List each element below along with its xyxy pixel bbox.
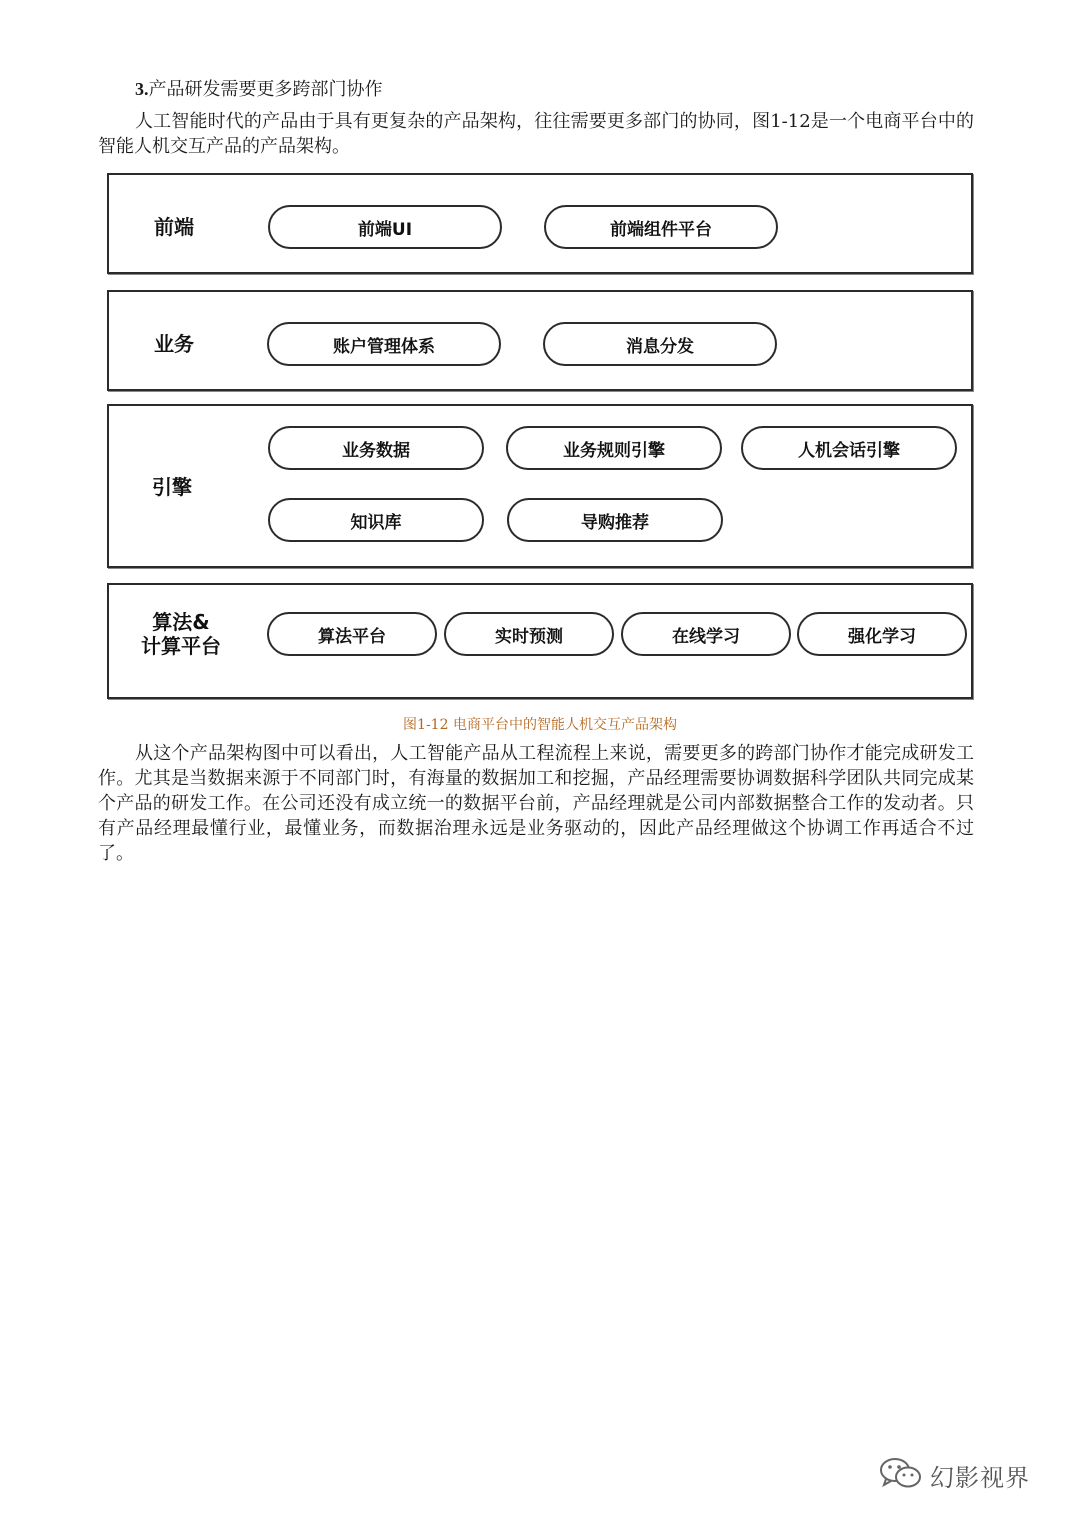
component-box: 知识库 xyxy=(268,498,484,542)
component-box: 强化学习 xyxy=(797,612,967,656)
layer-label: 引擎 xyxy=(152,475,192,499)
section-heading xyxy=(135,76,383,103)
watermark-text: 幻影视界 xyxy=(930,1463,1030,1492)
layer-label xyxy=(131,610,231,658)
layer-engine xyxy=(107,404,973,568)
component-box: 前端组件平台 xyxy=(544,205,778,249)
component-box: 实时预测 xyxy=(444,612,614,656)
layer-label: 业务 xyxy=(154,332,194,356)
layer-frontend xyxy=(107,173,973,274)
layer-label-line1: 算法& xyxy=(152,610,210,634)
layer-label-line2: 计算平台 xyxy=(141,634,221,658)
component-box: 业务数据 xyxy=(268,426,484,470)
component-box: 在线学习 xyxy=(621,612,791,656)
watermark xyxy=(878,1456,1030,1494)
layer-business xyxy=(107,290,973,391)
wechat-icon xyxy=(878,1456,924,1494)
layer-label: 前端 xyxy=(154,215,194,239)
section-number: 3. xyxy=(135,79,149,99)
figure-caption: 图1-12 电商平台中的智能人机交互产品架构 xyxy=(403,717,677,733)
intro-paragraph: 人工智能时代的产品由于具有更复杂的产品架构，往往需要更多部门的协同，图1-12是一个电商平台中的智能人机交互产品的产品架构。 xyxy=(98,111,974,157)
layer-algorithm-platform xyxy=(107,583,973,699)
component-box: 算法平台 xyxy=(267,612,437,656)
section-title: 产品研发需要更多跨部门协作 xyxy=(148,79,383,100)
component-box: 导购推荐 xyxy=(507,498,723,542)
component-box: 人机会话引擎 xyxy=(741,426,957,470)
component-box: 前端UI xyxy=(268,205,502,249)
component-box: 消息分发 xyxy=(543,322,777,366)
body-paragraph: 从这个产品架构图中可以看出，人工智能产品从工程流程上来说，需要更多的跨部门协作才能完成研发工作。尤其是当数据来源于不同部门时，有海量的数据加工和挖掘，产品经理需要协调数据科学团队共同完成某个产品的研发工作。在公司还没有成立统一的数据平台前，产品经理就是公司内部数据整合工作的发动者。只有产品经理最懂行业，最懂业务，而数据治理永远是业务驱动的，因此产品经理做这个协调工作再适合不过了。 xyxy=(98,743,974,864)
component-box: 账户管理体系 xyxy=(267,322,501,366)
component-box: 业务规则引擎 xyxy=(506,426,722,470)
